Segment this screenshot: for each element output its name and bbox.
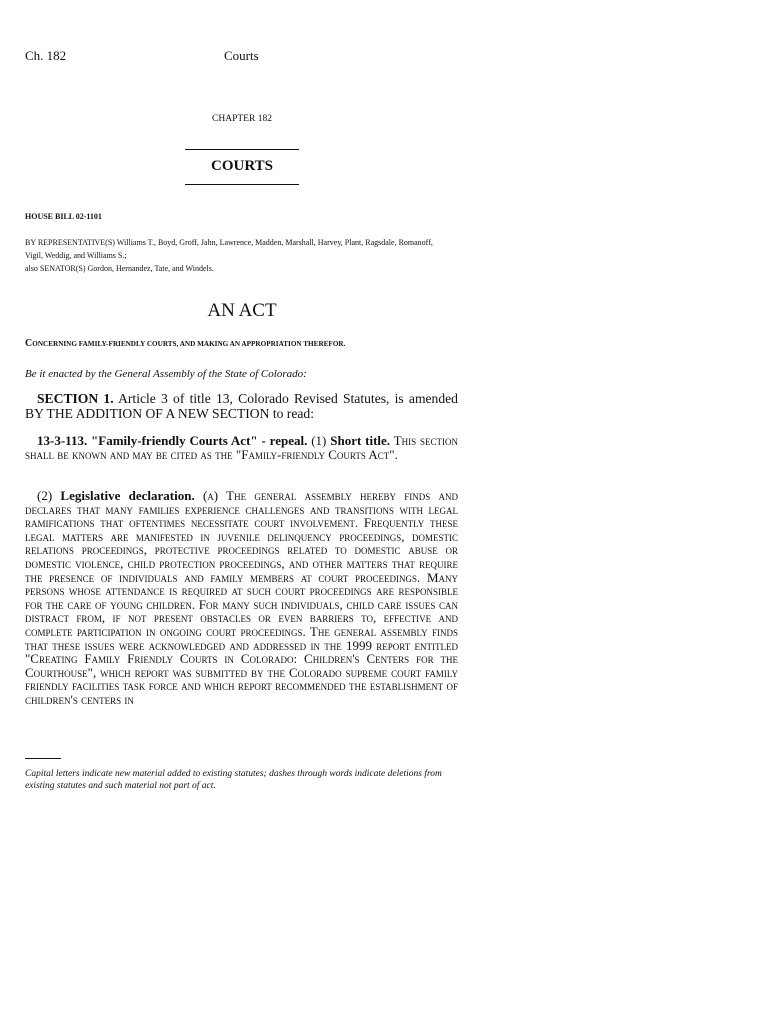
sponsors-line: Vigil, Weddig, and Williams S.; (25, 251, 127, 260)
running-header-chapter: Ch. 182 (25, 48, 67, 63)
concerning-rest: ONCERNING FAMILY-FRIENDLY COURTS, AND MAKING AN APPROPRIATION THEREFOR. (32, 340, 346, 348)
running-header-subject: Courts (224, 48, 259, 63)
declaration-text: (a) The general assembly hereby finds and declares that many families experience challenges and transitions with legal ramifications that oftentimes necessitate court involvement. Frequently these legal matters are manifested in juvenile delinquency proceedings, domestic relations proceedings, protective proceedings related to domestic abuse or domestic violence, child protection proceedings, and other matters that require the presence of individuals and family members at court proceedings. Many persons whose attendance is required at such court proceedings are responsible for the care of young children. For many such individuals, child care issues can distract from, if not present obstacles or even barriers to, effective and complete participation in ongoing court proceedings. The general assembly finds that these issues were acknowledged and addressed in the 1999 report entitled "Creating Family Friendly Courts in Colorado: Children's Centers for the Courthouse", which report was submitted by the Colorado supreme court family friendly facilities task force and which report recommended the establishment of children's centers in (25, 488, 458, 707)
statute-paragraph (25, 434, 458, 461)
section-1-text: Article 3 of title 13, Colorado Revised Statutes, is amended BY THE ADDITION OF A NEW SECTION to read: (25, 391, 458, 421)
bill-number: HOUSE BILL 02-1101 (25, 212, 102, 221)
title-rule-top (185, 149, 299, 150)
sponsors-line: also SENATOR(S) Gordon, Hernandez, Tate, and Windels. (25, 264, 214, 273)
section-1-label: SECTION 1. (37, 391, 114, 406)
declaration-paragraph (25, 489, 458, 707)
chapter-number: CHAPTER 182 (212, 114, 272, 124)
footnote-rule (25, 758, 61, 759)
act-concerning (25, 333, 345, 351)
concerning-initial: C (25, 338, 33, 349)
section-1-paragraph (25, 392, 458, 421)
enacting-clause: Be it enacted by the General Assembly of the State of Colorado: (25, 368, 307, 380)
subsection-1-number: (1) (307, 433, 331, 448)
subsection-1-label: Short title. (330, 433, 391, 448)
title-rule-bottom (185, 184, 299, 185)
chapter-title: COURTS (211, 158, 273, 174)
statute-heading: 13-3-113. "Family-friendly Courts Act" - repeal. (37, 433, 308, 448)
sponsors-line: BY REPRESENTATIVE(S) Williams T., Boyd, Groff, Jahn, Lawrence, Madden, Marshall, Harvey, Plant, Ragsdale, Romanoff, (25, 238, 433, 247)
subsection-1-text: This section shall be known and may be cited as the "Family-friendly Courts Act". (25, 433, 458, 462)
act-heading: AN ACT (207, 300, 277, 321)
footnote: Capital letters indicate new material added to existing statutes; dashes through words indicate deletions from existing statutes and such material not part of act. (25, 769, 442, 791)
declaration-label: Legislative declaration. (60, 488, 195, 503)
sponsors (25, 236, 465, 275)
subsection-2-number: (2) (37, 488, 61, 503)
